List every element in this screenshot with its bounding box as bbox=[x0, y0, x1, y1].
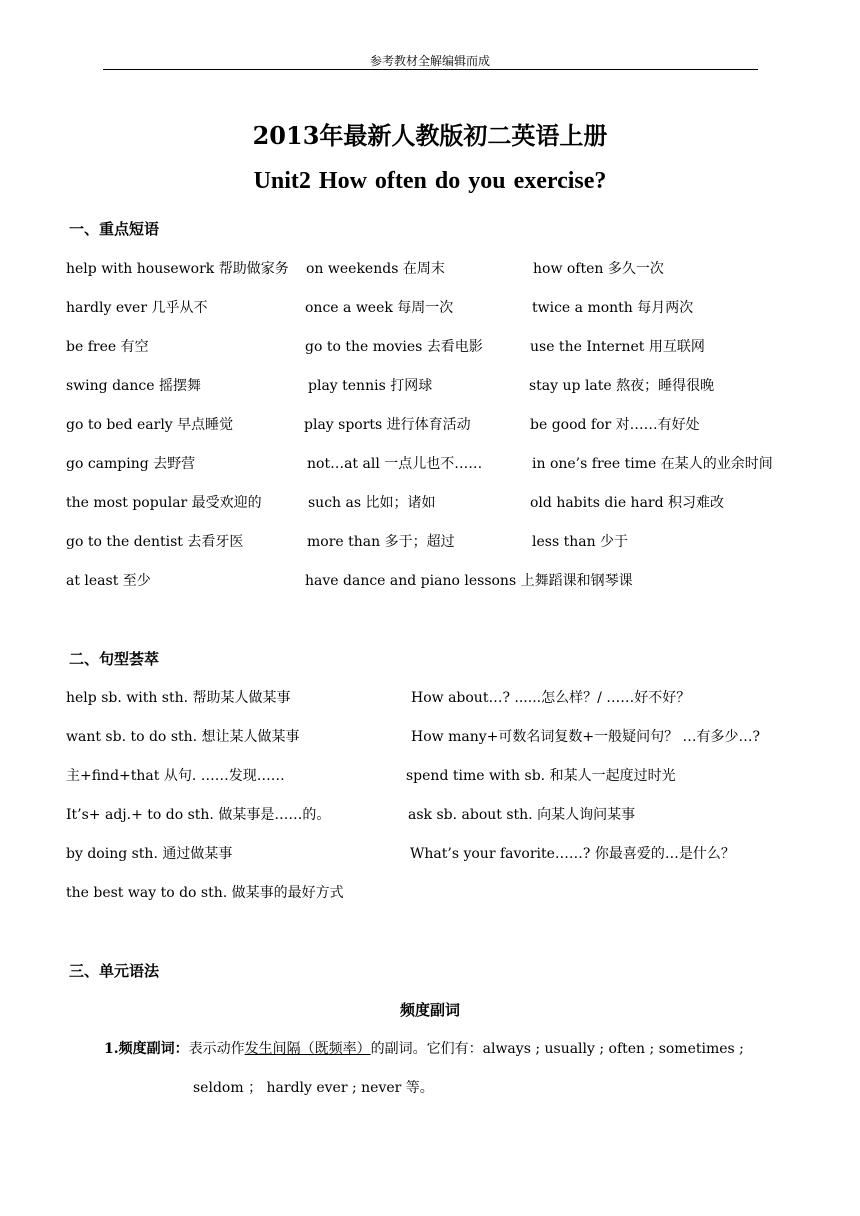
phrase-item: on weekends 在周末 bbox=[306, 261, 445, 277]
unit-title: Unit2 How often do you exercise? bbox=[253, 168, 607, 194]
section-heading-grammar: 三、单元语法 bbox=[69, 962, 160, 980]
phrase-item: once a week 每周一次 bbox=[305, 300, 454, 316]
phrase-item: play sports 进行体育活动 bbox=[304, 417, 471, 433]
phrase-item: such as 比如；诸如 bbox=[308, 495, 436, 511]
grammar-point-line2: seldom ； hardly ever ; never 等。 bbox=[193, 1080, 434, 1096]
grammar-point bbox=[104, 1038, 744, 1058]
grammar-point-text-cont: 的副词。它们有：always ; usually ; often ; sometimes ; bbox=[370, 1041, 744, 1057]
phrase-item: swing dance 摇摆舞 bbox=[66, 378, 201, 394]
phrase-item: twice a month 每月两次 bbox=[532, 300, 694, 316]
section-heading-phrases: 一、重点短语 bbox=[69, 220, 160, 238]
pattern-item: How many+可数名词复数+一般疑问句？ …有多少…? bbox=[411, 729, 761, 745]
phrase-item: play tennis 打网球 bbox=[308, 378, 433, 394]
pattern-item: It’s+ adj.+ to do sth. 做某事是……的。 bbox=[66, 807, 331, 823]
grammar-subheading: 频度副词 bbox=[399, 1001, 460, 1019]
pattern-item: by doing sth. 通过做某事 bbox=[66, 846, 233, 862]
phrase-item: help with housework 帮助做家务 bbox=[66, 261, 289, 277]
page-title: 2013年最新人教版初二英语上册 bbox=[252, 121, 608, 150]
page-header: 参考教材全解编辑而成 bbox=[369, 54, 490, 68]
pattern-item: the best way to do sth. 做某事的最好方式 bbox=[66, 885, 344, 901]
phrase-item: go camping 去野营 bbox=[66, 456, 196, 472]
phrase-item: be free 有空 bbox=[66, 339, 149, 355]
phrase-item: stay up late 熬夜；睡得很晚 bbox=[529, 378, 715, 394]
phrase-item: use the Internet 用互联网 bbox=[530, 339, 705, 355]
phrase-item: in one’s free time 在某人的业余时间 bbox=[532, 456, 773, 472]
phrase-item: go to the movies 去看电影 bbox=[305, 339, 483, 355]
phrase-item: have dance and piano lessons 上舞蹈课和钢琴课 bbox=[305, 573, 633, 589]
phrase-item: go to bed early 早点睡觉 bbox=[66, 417, 234, 433]
pattern-item: How about…? ......怎么样？/ ……好不好？ bbox=[411, 690, 691, 706]
phrase-item: how often 多久一次 bbox=[533, 261, 664, 277]
grammar-point-underlined: 发生间隔（既频率） bbox=[244, 1041, 371, 1057]
pattern-item: ask sb. about sth. 向某人询问某事 bbox=[408, 807, 636, 823]
phrase-item: hardly ever 几乎从不 bbox=[66, 300, 208, 316]
phrase-item: more than 多于；超过 bbox=[307, 534, 455, 550]
phrase-item: old habits die hard 积习难改 bbox=[530, 495, 725, 511]
phrase-item: be good for 对……有好处 bbox=[530, 417, 700, 433]
grammar-point-text: 表示动作 bbox=[188, 1041, 245, 1057]
pattern-item: help sb. with sth. 帮助某人做某事 bbox=[66, 690, 291, 706]
phrase-item: go to the dentist 去看牙医 bbox=[66, 534, 244, 550]
phrase-item: less than 少于 bbox=[532, 534, 629, 550]
phrase-item: the most popular 最受欢迎的 bbox=[66, 495, 262, 511]
phrase-item: not…at all 一点儿也不…… bbox=[307, 456, 483, 472]
pattern-item: want sb. to do sth. 想让某人做某事 bbox=[66, 729, 300, 745]
pattern-item: 主+find+that 从句. ……发现…… bbox=[66, 768, 285, 784]
grammar-point-label: 1.频度副词： bbox=[104, 1041, 189, 1057]
header-divider bbox=[103, 69, 758, 70]
section-heading-patterns: 二、句型荟萃 bbox=[69, 650, 160, 668]
phrase-item: at least 至少 bbox=[66, 573, 151, 589]
pattern-item: What’s your favorite……? 你最喜爱的…是什么？ bbox=[410, 846, 735, 862]
pattern-item: spend time with sb. 和某人一起度过时光 bbox=[406, 768, 676, 784]
